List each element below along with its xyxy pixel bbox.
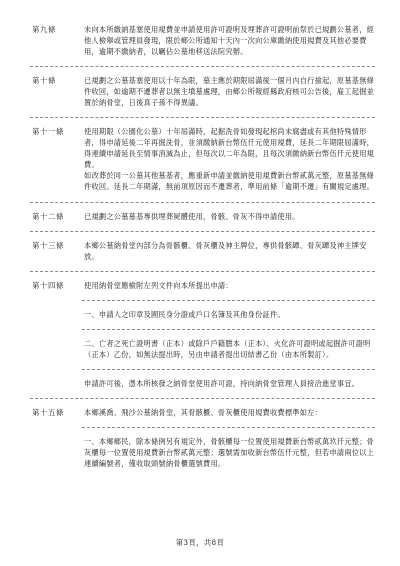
document-page [30, 24, 375, 469]
article-text: 已規劃之公墓墓基專供埋葬屍體使用，骨骸、骨灰不得申請使用。 [84, 212, 300, 221]
article-number: 第十條 [32, 76, 56, 85]
article-9 [30, 24, 375, 57]
article-number: 第十一條 [32, 127, 64, 136]
article-number: 第九條 [32, 25, 56, 34]
article-text: 本鄉溪喬、飛沙公墓納骨堂，其骨骸櫃、骨灰櫃使用規費收費標準如左： [84, 408, 323, 417]
article-subitem: 一、申請人之印章及國民身分證或戶口名簿及其他身份証件。 [84, 310, 285, 319]
article-14-item-2 [30, 338, 375, 360]
article-text: 已規劃之公墓基塞使用以十年為限，墓主應於期限屆滿後一個月內自行撿起，原墓基無條件收回，如逾期不遷葬者以無主墳墓處理，由鄉公所報經縣政府核可公告後，雇工起掘並置於納骨堂，日後真子孫不得異議。 [84, 76, 375, 107]
article-text: 使用期限（公園化公墓）十年屆滿時，起掘洗骨如發現起棺尚未腐盡或有其他特殊情形者，得申請延後二年再掘洗骨，並須繳納新台幣伍仟元使用規費，延長二年期限屆滿時，得連續申請延長至情事消滅為止，但每次以二年為限，且每次須繳納新台幣伍仟元使用規費。 [84, 127, 375, 169]
article-14-item-3 [30, 378, 375, 389]
article-15-item-1 [30, 436, 375, 469]
article-text: 如改葬於同一公墓其他墓基者，應重新申請並繳納使用規費新台幣貳萬元整，原墓基無條件收回。延長二年期滿，無前項原因而不遷葬者，準用前條「逾期不遷」有關規定處理。 [84, 171, 375, 191]
article-10 [30, 75, 375, 108]
article-11 [30, 126, 375, 192]
article-13 [30, 240, 375, 262]
article-number: 第十二條 [32, 212, 64, 221]
article-number: 第十三條 [32, 241, 64, 250]
article-number: 第十五條 [32, 408, 64, 417]
page-footer: 第3頁，共8頁 [175, 538, 225, 547]
article-14 [30, 280, 375, 291]
article-14-item-1 [30, 309, 375, 320]
article-subitem: 二、亡者之死亡證明書（正本）或除戶戶籍謄本（正本）、火化許可證明或起掘許可證明（正本）乙份，如無法提出時，另由申請者提出切結書乙份（由本所製訂）。 [84, 339, 371, 359]
article-text: 使用納骨堂應檢附左列文件向本所提出申請： [84, 281, 233, 290]
article-subitem: 一、本鄉鄉民，除本條例另有規定外，骨骸櫃每一位置使用規費新台幣貳萬玖仟元整；骨灰櫃每一位置使用規費新台幣貳萬元整；選號需加收新台幣伍仟元整，但若申請兩位以上連續編號者，僅收取頭號納骨櫃選號費用。 [84, 437, 375, 468]
article-subitem: 申請許可後，憑本所核發之納骨堂使用許可證，持向納骨堂管理人員接洽進堂事宜。 [84, 379, 360, 388]
article-15 [30, 407, 375, 418]
article-text: 未向本所繳納基塞使用規費並申請使用許可證明及埋葬許可證明前祭於已規劃公墓者，經他人檢舉或管理員發現，限於鄉公所通知十天內一次向公庫繳納使用規費及其他必要費用，逾期不繳納者，以羈佔公墓地移送法院究辦。 [84, 25, 375, 56]
article-text: 本鄉公墓納骨堂內部分為骨骸櫃、骨灰櫃及神主牌位，專供骨骸罈、骨灰罈及神主牌安放。 [84, 241, 367, 261]
article-number: 第十四條 [32, 281, 64, 290]
article-12 [30, 211, 375, 222]
